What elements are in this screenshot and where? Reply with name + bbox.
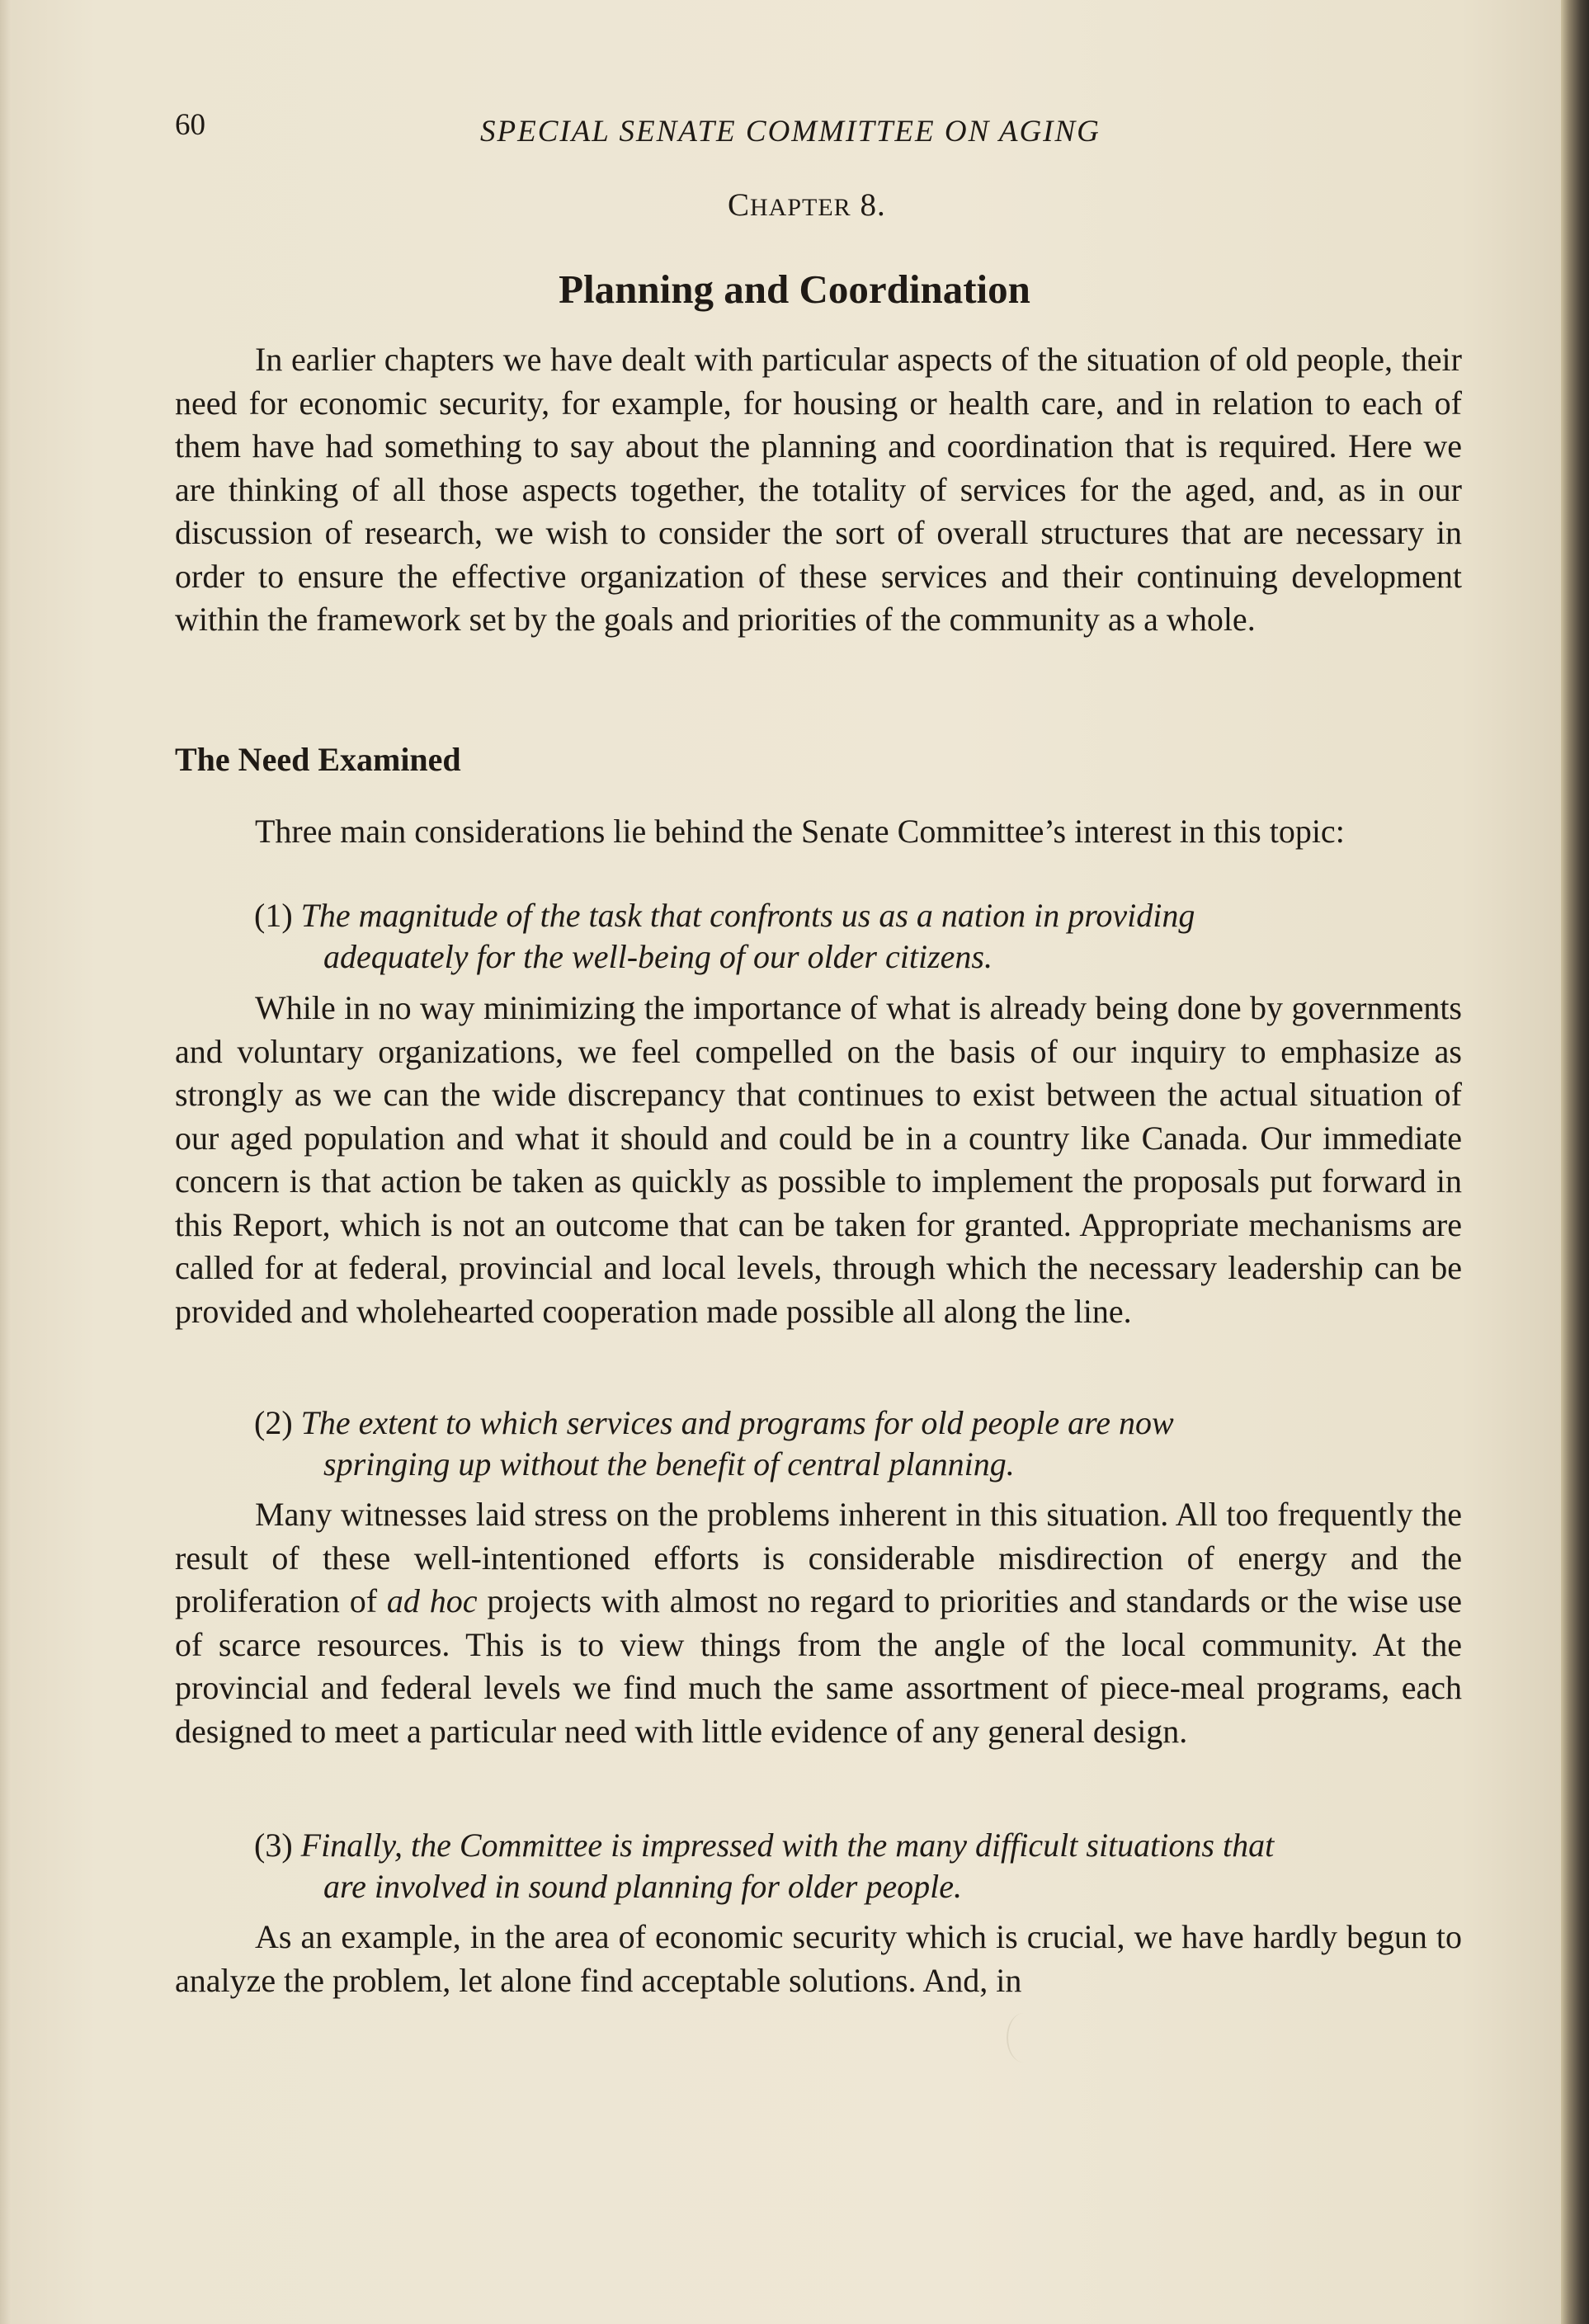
item-number: (3)	[254, 1827, 293, 1864]
consideration-item-2	[254, 1402, 1463, 1485]
item-number: (1)	[254, 897, 293, 934]
item-text-line1: The extent to which services and programs for old people are now	[300, 1404, 1174, 1441]
chapter-title: Planning and Coordination	[559, 266, 1030, 312]
paragraph-text: projects with almost no regard to priorities and standards or the wise use of scarce resources. This is to view things from the angle of the local community. At the provincial and federal levels we find much the same assortment of piece-meal programs, each designed to meet a particular need with little evidence of any general design.	[175, 1582, 1462, 1750]
item-text-line2: adequately for the well-being of our older citizens.	[323, 938, 993, 975]
paragraph-after-item-2	[175, 1493, 1462, 1753]
item-text-line2: springing up without the benefit of central planning.	[323, 1445, 1015, 1483]
intro-paragraph: In earlier chapters we have dealt with particular aspects of the situation of old people, their need for economic security, for example, for housing or health care, and in relation to each of them have had something to say about the planning and coordination that is required. Here we are thinking of all those aspects together, the totality of services for the aged, and, as in our discussion of research, we wish to consider the sort of overall structures that are necessary in order to ensure the effective organization of these services and their continuing development within the framework set by the goals and priorities of the community as a whole.	[175, 341, 1462, 638]
paragraph-after-item-3: As an example, in the area of economic security which is crucial, we have hardly begun to analyze the problem, let alone find acceptable solutions. And, in	[175, 1918, 1462, 1999]
item-text-line1: The magnitude of the task that confronts us as a nation in providing	[300, 897, 1195, 934]
consideration-item-1	[254, 895, 1463, 978]
chapter-label	[728, 186, 886, 224]
chapter-number: 8.	[860, 187, 886, 223]
considerations-intro: Three main considerations lie behind the Senate Committee’s interest in this topic:	[255, 813, 1345, 850]
chapter-label-initial: C	[728, 187, 751, 223]
paragraph-text: Many witnesses laid stress on the problems inherent in this situation. All too frequently the result of these well-intentioned efforts is considerable misdirection of energy and the proliferation of	[175, 1496, 1462, 1619]
chapter-label-rest: HAPTER	[750, 194, 851, 221]
paragraph-after-item-1: While in no way minimizing the importance of what is already being done by governments and voluntary organizations, we feel compelled on the basis of our inquiry to emphasize as strongly as we can the wide discrepancy that continues to exist between the actual situation of our aged population and what it should and could be in a country like Canada. Our immediate concern is that action be taken as quickly as possible to implement the proposals put forward in this Report, which is not an outcome that can be taken for granted. Appropriate mechanisms are called for at federal, provincial and local levels, through which the necessary leadership can be provided and wholehearted cooperation made possible all along the line.	[175, 989, 1462, 1330]
page-edge-shadow	[1561, 0, 1589, 2324]
latin-phrase: ad hoc	[386, 1582, 478, 1619]
page-number: 60	[175, 108, 205, 142]
running-title: SPECIAL SENATE COMMITTEE ON AGING	[480, 115, 1101, 148]
item-number: (2)	[254, 1404, 293, 1441]
item-text-line2: are involved in sound planning for older people.	[323, 1868, 962, 1905]
paper-mark	[1007, 2013, 1041, 2062]
item-text-line1: Finally, the Committee is impressed with the many difficult situations that	[300, 1827, 1275, 1864]
consideration-item-3	[254, 1825, 1463, 1907]
page-gutter	[0, 0, 12, 2324]
section-heading: The Need Examined	[175, 741, 461, 778]
